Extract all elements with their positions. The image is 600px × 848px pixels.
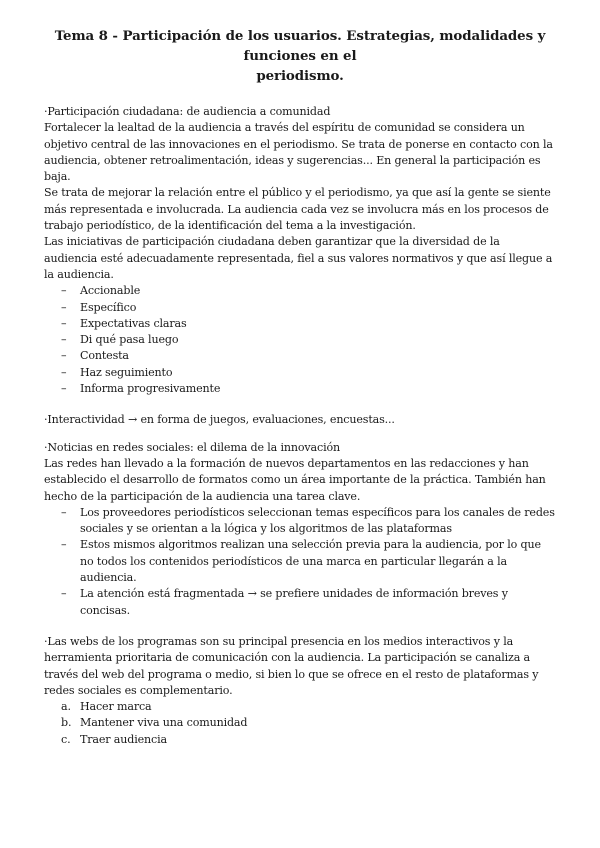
list-item: – Di qué pasa luego (44, 332, 556, 348)
list-item-text: Traer audiencia (80, 732, 167, 746)
section-noticias-redes (44, 440, 556, 619)
list-marker: b. (61, 716, 72, 730)
paragraph: Se trata de mejorar la relación entre el público y el periodismo, ya que así la gente se siente más representada e involucrada. La audiencia cada vez se involucra más en los procesos de trabajo periodístico, de la identificación del tema a la investigación. (44, 186, 551, 233)
title-line-2: periodismo. (256, 68, 344, 84)
list-item: – Informa progresivamente (44, 381, 556, 397)
section-participacion-ciudadana (44, 104, 556, 397)
section-heading: ·Noticias en redes sociales: el dilema de la innovación (44, 440, 340, 454)
paragraph: ·Las webs de los programas son su principal presencia en los medios interactivos y la herramienta prioritaria de comunicación con la audiencia. La participación se canaliza a través del web del programa o medio, si bien lo que se ofrece en el resto de plataformas y redes sociales es complementario. (44, 634, 539, 697)
section-webs-programas (44, 634, 556, 748)
list-item: – Expectativas claras (44, 316, 556, 332)
list-item (44, 699, 556, 715)
paragraph: Fortalecer la lealtad de la audiencia a través del espíritu de comunidad se considera un objetivo central de las innovaciones en el periodismo. Se trata de ponerse en contacto con la audiencia, obtener retroalimentación, ideas y sugerencias... En general la participación es baja. (44, 121, 553, 184)
list-item (44, 715, 556, 731)
list-marker: a. (61, 700, 71, 714)
list-item: – Específico (44, 300, 556, 316)
list-item-text: Mantener viva una comunidad (80, 716, 248, 730)
list-item (44, 732, 556, 748)
list-item: – Haz seguimiento (44, 365, 556, 381)
section-heading: ·Participación ciudadana: de audiencia a comunidad (44, 105, 331, 118)
list-item-text: Hacer marca (80, 700, 152, 714)
document-title (44, 26, 556, 86)
lettered-list (44, 699, 556, 748)
dash-list (44, 505, 556, 619)
paragraph: Las iniciativas de participación ciudadana deben garantizar que la diversidad de la audiencia esté adecuadamente representada, fiel a sus valores normativos y que así llegue a la audiencia. (44, 235, 553, 281)
list-item: – La atención está fragmentada → se prefiere unidades de información breves y concisas. (44, 586, 556, 619)
list-item: – Estos mismos algoritmos realizan una selección previa para la audiencia, por lo que no todos los contenidos periodísticos de una marca en particular llegarán a la audiencia. (44, 537, 556, 586)
section-interactividad (44, 412, 556, 428)
paragraph: Las redes han llevado a la formación de nuevos departamentos en las redacciones y han establecido el desarrollo de formatos como un área importante de la práctica. También han hecho de la participación de la audiencia una tarea clave. (44, 456, 546, 503)
list-item: – Contesta (44, 348, 556, 364)
title-line-1: Tema 8 - Participación de los usuarios. Estrategias, modalidades y funciones en el (54, 28, 546, 64)
section-heading: ·Interactividad → en forma de juegos, evaluaciones, encuestas... (44, 413, 395, 427)
list-item: – Los proveedores periodísticos seleccionan temas específicos para los canales de redes sociales y se orientan a la lógica y los algoritmos de las plataformas (44, 505, 556, 538)
list-item: – Accionable (44, 283, 556, 299)
list-marker: c. (61, 732, 71, 746)
dash-list (44, 283, 556, 397)
